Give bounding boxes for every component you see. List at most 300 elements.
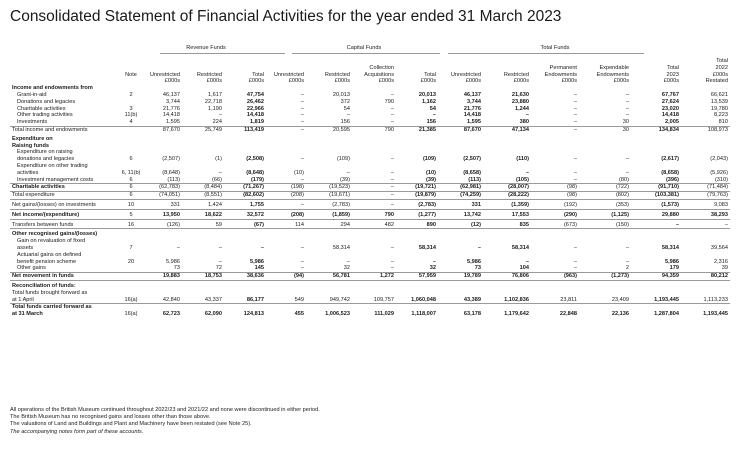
cell-value: (19,721) bbox=[396, 184, 438, 192]
row-note: 16 bbox=[118, 222, 144, 229]
cell-value: 5,986 bbox=[166, 258, 180, 265]
row-note: 5 bbox=[118, 212, 144, 219]
table-row bbox=[10, 163, 730, 170]
cell-value bbox=[182, 238, 224, 245]
cell-value: (179) bbox=[224, 177, 266, 184]
cell-value: 13,950 bbox=[144, 212, 182, 219]
table-row bbox=[10, 126, 730, 133]
cell-value: 1,118,007 bbox=[411, 311, 436, 318]
cell-value: 5,986 bbox=[250, 258, 264, 265]
cell-value bbox=[631, 136, 681, 143]
cell-value: 19,883 bbox=[144, 273, 182, 281]
cell-value bbox=[144, 163, 182, 170]
cell-value bbox=[144, 231, 182, 238]
cell-value: 19,780 bbox=[710, 105, 728, 112]
table-row bbox=[10, 156, 730, 163]
cell-value bbox=[182, 149, 224, 156]
table-row bbox=[10, 259, 730, 266]
cell-value bbox=[438, 252, 483, 259]
cell-value: 1,179,642 bbox=[504, 311, 529, 318]
column-header: £000s bbox=[206, 78, 222, 85]
cell-value: – bbox=[352, 202, 396, 209]
table-row bbox=[10, 192, 730, 200]
cell-value: 66,621 bbox=[710, 91, 728, 98]
cell-value: 18,753 bbox=[182, 273, 224, 281]
cell-value: 76,806 bbox=[483, 273, 531, 281]
row-label: Total income and endowments bbox=[12, 126, 88, 133]
row-label: Transfers between funds bbox=[10, 222, 118, 229]
cell-value: 20,013 bbox=[332, 91, 350, 98]
cell-value bbox=[483, 290, 531, 297]
cell-value: 1,060,048 bbox=[396, 297, 438, 304]
row-note bbox=[118, 149, 144, 156]
cell-value bbox=[681, 85, 730, 92]
row-label: Charitable activities bbox=[17, 105, 66, 112]
cell-value: (192) bbox=[531, 202, 579, 209]
row-note bbox=[118, 252, 144, 259]
row-spacer bbox=[10, 318, 730, 320]
cell-value: (19,671) bbox=[306, 192, 352, 200]
cell-value bbox=[266, 252, 306, 259]
cell-value: – bbox=[390, 91, 394, 98]
cell-value: 20,595 bbox=[332, 126, 350, 133]
cell-value: 5,986 bbox=[665, 258, 679, 265]
cell-value bbox=[224, 149, 266, 156]
header-spacer bbox=[10, 78, 118, 85]
cell-value: (79,763) bbox=[681, 192, 730, 200]
cell-value bbox=[531, 143, 579, 150]
group-header-capital-funds: Capital Funds bbox=[346, 45, 382, 51]
cell-value bbox=[438, 304, 483, 311]
cell-value: 32 bbox=[306, 265, 352, 272]
cell-value: (19,523) bbox=[306, 184, 352, 192]
cell-value: (8,658) bbox=[661, 169, 679, 176]
cell-value bbox=[631, 149, 681, 156]
financial-statement-table bbox=[10, 58, 730, 320]
cell-value: – bbox=[218, 258, 222, 265]
cell-value bbox=[531, 283, 579, 290]
cell-value: (103,381) bbox=[631, 192, 681, 200]
row-label: Gain on revaluation of fixed bbox=[17, 238, 86, 245]
row-label: at 1 April bbox=[10, 297, 118, 304]
column-header bbox=[224, 58, 266, 65]
cell-value: (67) bbox=[224, 222, 266, 229]
cell-value: – bbox=[531, 265, 579, 272]
header-spacer bbox=[10, 72, 118, 79]
column-header bbox=[579, 58, 631, 65]
row-note: 6 bbox=[118, 184, 144, 192]
column-header bbox=[224, 65, 266, 72]
cell-value: 46,137 bbox=[162, 91, 180, 98]
cell-value bbox=[306, 238, 352, 245]
column-header bbox=[182, 58, 224, 65]
cell-value bbox=[396, 252, 438, 259]
cell-value bbox=[483, 149, 531, 156]
cell-value: 1,617 bbox=[208, 91, 222, 98]
cell-value: 87,670 bbox=[162, 126, 180, 133]
table-row bbox=[10, 112, 730, 119]
cell-value: (8,484) bbox=[182, 184, 224, 192]
cell-value bbox=[631, 290, 681, 297]
cell-value: 1,755 bbox=[224, 202, 266, 209]
cell-value bbox=[681, 163, 730, 170]
cell-value: (10) bbox=[294, 169, 304, 176]
column-header: Unrestricted bbox=[149, 71, 180, 78]
footnote: All operations of the British Museum continued throughout 2022/23 and 2021/22 and none were discontinued in either period. bbox=[10, 407, 320, 413]
cell-value bbox=[438, 238, 483, 245]
cell-value: – bbox=[390, 244, 394, 251]
cell-value bbox=[483, 136, 531, 143]
cell-value bbox=[579, 304, 631, 311]
cell-value: 72 bbox=[182, 265, 224, 272]
cell-value bbox=[438, 149, 483, 156]
cell-value bbox=[224, 163, 266, 170]
cell-value: (82,602) bbox=[224, 192, 266, 200]
cell-value: 455 bbox=[294, 311, 304, 318]
column-header: £000s bbox=[334, 78, 350, 85]
cell-value: – bbox=[352, 119, 396, 126]
cell-value: 63,178 bbox=[463, 311, 481, 318]
cell-value: 3,744 bbox=[467, 98, 481, 105]
cell-value: 124,813 bbox=[243, 311, 264, 318]
cell-value bbox=[266, 290, 306, 297]
cell-value bbox=[306, 136, 352, 143]
column-header bbox=[118, 58, 144, 65]
cell-value: 32,572 bbox=[224, 212, 266, 219]
cell-value: 1,244 bbox=[515, 105, 529, 112]
cell-value: (62,783) bbox=[144, 184, 182, 192]
row-label: activities bbox=[17, 169, 39, 176]
row-note: 3 bbox=[129, 105, 133, 112]
cell-value bbox=[681, 231, 730, 238]
column-header: Unrestricted bbox=[450, 71, 481, 78]
cell-value bbox=[352, 149, 396, 156]
cell-value: – bbox=[573, 258, 577, 265]
column-header: Expendable bbox=[599, 64, 629, 71]
cell-value bbox=[631, 283, 681, 290]
cell-value: – bbox=[573, 126, 577, 133]
column-header: Note bbox=[125, 71, 137, 78]
cell-value bbox=[182, 136, 224, 143]
cell-value: 17,553 bbox=[483, 212, 531, 219]
cell-value: 2,005 bbox=[631, 119, 681, 126]
cell-value: – bbox=[300, 98, 304, 105]
cell-value: – bbox=[573, 244, 577, 251]
cell-value: – bbox=[300, 91, 304, 98]
cell-value: (2,508) bbox=[246, 156, 264, 163]
cell-value bbox=[579, 163, 631, 170]
cell-value: (1,273) bbox=[579, 273, 631, 281]
cell-value bbox=[182, 252, 224, 259]
column-header: £000s bbox=[420, 78, 436, 85]
cell-value: 145 bbox=[224, 265, 266, 272]
table-row bbox=[10, 297, 730, 304]
column-header bbox=[266, 58, 306, 65]
cell-value: (71,484) bbox=[681, 184, 730, 192]
column-header: £000s bbox=[378, 78, 394, 85]
row-label: Total expenditure bbox=[10, 192, 118, 200]
row-note: 11(b) bbox=[124, 112, 138, 119]
column-header: Total bbox=[667, 64, 679, 71]
cell-value: – bbox=[300, 112, 304, 119]
cell-value bbox=[631, 231, 681, 238]
cell-value: (1) bbox=[215, 156, 222, 163]
column-header: £000s bbox=[613, 78, 629, 85]
cell-value: 73 bbox=[438, 265, 483, 272]
cell-value bbox=[182, 163, 224, 170]
table-row bbox=[10, 202, 730, 209]
cell-value: 23,880 bbox=[511, 98, 529, 105]
cell-value: 156 bbox=[396, 119, 438, 126]
cell-value: 42,840 bbox=[144, 297, 182, 304]
cell-value bbox=[531, 304, 579, 311]
cell-value: 1,819 bbox=[224, 119, 266, 126]
cell-value bbox=[182, 85, 224, 92]
row-label: Expenditure on bbox=[12, 135, 53, 142]
group-rule-capital-funds bbox=[292, 53, 440, 54]
cell-value: (113) bbox=[438, 177, 483, 184]
cell-value bbox=[306, 252, 352, 259]
cell-value: 14,418 bbox=[246, 112, 264, 119]
cell-value bbox=[531, 238, 579, 245]
cell-value: 22,718 bbox=[204, 98, 222, 105]
cell-value bbox=[182, 290, 224, 297]
cell-value: 13,539 bbox=[710, 98, 728, 105]
cell-value bbox=[438, 143, 483, 150]
cell-value: 372 bbox=[340, 98, 350, 105]
cell-value: – bbox=[531, 177, 579, 184]
row-note: 10 bbox=[118, 202, 144, 209]
column-header: £000s bbox=[513, 78, 529, 85]
column-header: £000s bbox=[465, 78, 481, 85]
cell-value: 39,564 bbox=[710, 244, 728, 251]
cell-value bbox=[681, 149, 730, 156]
cell-value: – bbox=[352, 265, 396, 272]
column-header: £000s bbox=[561, 78, 577, 85]
cell-value bbox=[144, 283, 182, 290]
column-header bbox=[118, 78, 144, 85]
cell-value bbox=[266, 149, 306, 156]
cell-value: 57,959 bbox=[396, 273, 438, 281]
cell-value: (66) bbox=[182, 177, 224, 184]
cell-value bbox=[224, 238, 266, 245]
cell-value bbox=[531, 290, 579, 297]
cell-value: 1,424 bbox=[182, 202, 224, 209]
cell-value: 58,314 bbox=[511, 244, 529, 251]
cell-value bbox=[579, 283, 631, 290]
cell-value: 9,083 bbox=[681, 202, 730, 209]
cell-value: 790 bbox=[384, 126, 394, 133]
cell-value: – bbox=[352, 192, 396, 200]
row-label: Net gains/(losses) on investments bbox=[10, 202, 118, 209]
cell-value bbox=[438, 136, 483, 143]
cell-value: – bbox=[625, 98, 629, 105]
cell-value: – bbox=[266, 119, 306, 126]
cell-value: 156 bbox=[306, 119, 352, 126]
cell-value bbox=[396, 304, 438, 311]
column-header: Permanent bbox=[549, 64, 577, 71]
cell-value: – bbox=[625, 258, 629, 265]
cell-value: – bbox=[218, 169, 222, 176]
cell-value: 30 bbox=[622, 126, 629, 133]
column-header bbox=[352, 58, 396, 65]
cell-value: 67,767 bbox=[661, 91, 679, 98]
cell-value bbox=[438, 283, 483, 290]
cell-value: (98) bbox=[531, 184, 579, 192]
table-body bbox=[10, 85, 730, 320]
column-header bbox=[631, 58, 681, 65]
column-header: 2023 bbox=[666, 71, 679, 78]
cell-value: 80,212 bbox=[681, 273, 730, 281]
cell-value: – bbox=[346, 112, 350, 119]
cell-value: 18,622 bbox=[182, 212, 224, 219]
row-label: Other trading activities bbox=[17, 112, 73, 119]
cell-value: (12) bbox=[438, 222, 483, 229]
cell-value bbox=[266, 143, 306, 150]
cell-value bbox=[224, 304, 266, 311]
cell-value: (80) bbox=[579, 177, 631, 184]
cell-value: – bbox=[573, 98, 577, 105]
cell-value bbox=[266, 283, 306, 290]
cell-value: 1,193,445 bbox=[631, 297, 681, 304]
cell-value: 38,293 bbox=[681, 212, 730, 219]
cell-value: – bbox=[681, 222, 730, 229]
cell-value: (673) bbox=[531, 222, 579, 229]
cell-value bbox=[144, 85, 182, 92]
cell-value: (290) bbox=[531, 212, 579, 219]
cell-value: – bbox=[300, 258, 304, 265]
cell-value bbox=[224, 231, 266, 238]
row-label: Net movement in funds bbox=[10, 273, 118, 281]
cell-value: 86,177 bbox=[224, 297, 266, 304]
cell-value: – bbox=[266, 177, 306, 184]
cell-value: (8,658) bbox=[463, 169, 481, 176]
cell-value: (722) bbox=[579, 184, 631, 192]
cell-value: 890 bbox=[396, 222, 438, 229]
cell-value: (2,617) bbox=[661, 156, 679, 163]
cell-value: 25,749 bbox=[204, 126, 222, 133]
cell-value: 810 bbox=[681, 119, 730, 126]
column-header bbox=[306, 65, 352, 72]
cell-value bbox=[396, 149, 438, 156]
column-header: £000s bbox=[663, 78, 679, 85]
row-label: Total funds carried forward as bbox=[12, 304, 92, 311]
table-row bbox=[10, 212, 730, 219]
row-label: Expenditure on other trading bbox=[17, 162, 88, 169]
cell-value bbox=[266, 163, 306, 170]
cell-value: 62,090 bbox=[204, 311, 222, 318]
footnote: The valuations of Land and Buildings and Plant and Machinery have been restated (see Note 25). bbox=[10, 421, 252, 428]
cell-value bbox=[579, 136, 631, 143]
cell-value: – bbox=[625, 105, 629, 112]
cell-value: 22,136 bbox=[611, 311, 629, 318]
cell-value: 294 bbox=[306, 222, 352, 229]
column-header: Acquisitions bbox=[364, 71, 394, 78]
cell-value: (1,277) bbox=[396, 212, 438, 219]
row-label: Actuarial gains on defined bbox=[17, 251, 82, 258]
cell-value: 54 bbox=[343, 105, 350, 112]
column-header: Endowments bbox=[596, 71, 629, 78]
cell-value: 58,314 bbox=[418, 244, 436, 251]
cell-value: (74,259) bbox=[438, 192, 483, 200]
row-note bbox=[118, 126, 144, 133]
row-note bbox=[118, 304, 144, 311]
column-header bbox=[144, 58, 182, 65]
cell-value: (5,926) bbox=[710, 169, 728, 176]
table-row bbox=[10, 170, 730, 177]
cell-value: – bbox=[390, 156, 394, 163]
cell-value: (110) bbox=[516, 156, 529, 163]
cell-value: – bbox=[266, 202, 306, 209]
cell-value bbox=[224, 85, 266, 92]
cell-value: 47,134 bbox=[511, 126, 529, 133]
cell-value: 549 bbox=[266, 297, 306, 304]
cell-value: 790 bbox=[384, 98, 394, 105]
cell-value: 39 bbox=[681, 265, 730, 272]
column-header bbox=[396, 65, 438, 72]
cell-value bbox=[681, 304, 730, 311]
cell-value bbox=[352, 283, 396, 290]
column-header: Restricted bbox=[196, 71, 222, 78]
column-header: Unrestricted bbox=[273, 71, 304, 78]
cell-value: 134,834 bbox=[658, 126, 679, 133]
cell-value: (8,551) bbox=[182, 192, 224, 200]
row-note bbox=[118, 136, 144, 143]
cell-value: – bbox=[432, 258, 436, 265]
table-row bbox=[10, 143, 730, 150]
cell-value bbox=[579, 85, 631, 92]
cell-value bbox=[352, 238, 396, 245]
cell-value: – bbox=[432, 112, 436, 119]
cell-value: (310) bbox=[681, 177, 730, 184]
cell-value: (74,051) bbox=[144, 192, 182, 200]
row-label: Income and endowments from bbox=[12, 85, 93, 92]
cell-value bbox=[483, 238, 531, 245]
cell-value: (19,879) bbox=[396, 192, 438, 200]
cell-value bbox=[483, 85, 531, 92]
cell-value: – bbox=[525, 112, 529, 119]
cell-value: 14,418 bbox=[463, 112, 481, 119]
cell-value bbox=[531, 231, 579, 238]
column-header: £000s bbox=[248, 78, 264, 85]
cell-value bbox=[182, 283, 224, 290]
cell-value: 46,137 bbox=[463, 91, 481, 98]
row-label: Expenditure on raising bbox=[17, 149, 73, 156]
cell-value: (8,648) bbox=[246, 169, 264, 176]
cell-value: (28,007) bbox=[483, 184, 531, 192]
cell-value: 47,754 bbox=[246, 91, 264, 98]
cell-value bbox=[531, 85, 579, 92]
cell-value: – bbox=[625, 112, 629, 119]
cell-value bbox=[224, 290, 266, 297]
cell-value bbox=[579, 238, 631, 245]
column-header bbox=[531, 58, 579, 65]
cell-value bbox=[306, 304, 352, 311]
cell-value: – bbox=[625, 91, 629, 98]
cell-value bbox=[144, 143, 182, 150]
cell-value: (2,043) bbox=[710, 156, 728, 163]
cell-value bbox=[306, 283, 352, 290]
cell-value bbox=[396, 143, 438, 150]
table-row bbox=[10, 149, 730, 156]
table-row bbox=[10, 136, 730, 143]
cell-value: 380 bbox=[483, 119, 531, 126]
cell-value: (113) bbox=[144, 177, 182, 184]
cell-value: 22,966 bbox=[246, 105, 264, 112]
cell-value bbox=[224, 143, 266, 150]
cell-value bbox=[681, 283, 730, 290]
table-row bbox=[10, 238, 730, 245]
